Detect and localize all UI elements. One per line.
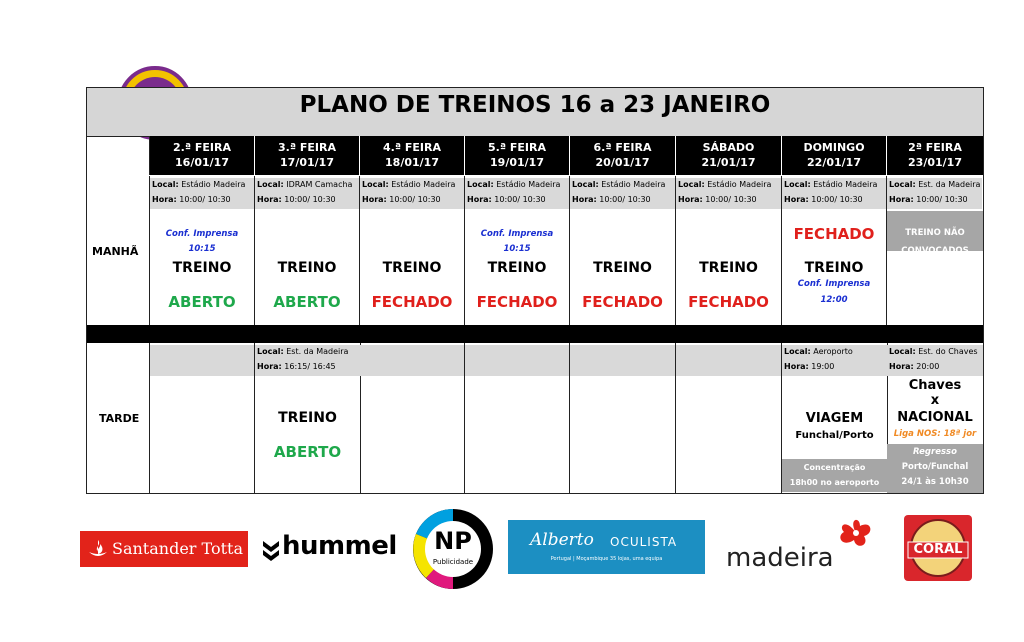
day-name: 2.ª FEIRA xyxy=(173,141,231,154)
day-header xyxy=(465,136,569,175)
concentration-detail: 18h00 no aeroporto xyxy=(789,478,880,487)
day-name: 3.ª FEIRA xyxy=(278,141,336,154)
concentration-box xyxy=(782,459,887,492)
time-label: Hora: 16:15/ 16:45 xyxy=(255,360,360,376)
day-header xyxy=(570,136,675,175)
press-conference-label: Conf. Imprensa xyxy=(797,279,871,289)
session-status: FECHADO xyxy=(476,293,558,311)
session-type: TREINO xyxy=(172,260,232,276)
location-label: Local: Estádio Madeira xyxy=(465,178,569,193)
hummel-wordmark: hummel xyxy=(282,531,397,561)
day-date: 22/01/17 xyxy=(807,156,861,169)
day-header xyxy=(255,136,359,175)
afternoon-cell-empty xyxy=(465,343,570,493)
afternoon-cell-mon xyxy=(887,343,983,493)
location-label: Local: Aeroporto xyxy=(782,345,887,360)
empty-strip xyxy=(570,345,675,376)
time-label: Hora: 20:00 xyxy=(887,360,983,376)
day-date: 16/01/17 xyxy=(175,156,229,169)
session-type: TREINO xyxy=(278,410,337,426)
day-name: 6.ª FEIRA xyxy=(593,141,652,154)
return-route: Porto/Funchal xyxy=(901,462,969,472)
afternoon-cell-empty xyxy=(676,343,782,493)
press-conference-label: Conf. Imprensa xyxy=(480,229,554,239)
afternoon-cell-tue xyxy=(255,343,361,493)
location-label: Local: Est. da Madeira xyxy=(255,345,360,360)
day-name: 5.ª FEIRA xyxy=(488,141,546,154)
session-status: ABERTO xyxy=(273,293,341,311)
afternoon-cell-empty xyxy=(570,343,676,493)
home-team: Chaves xyxy=(908,378,962,393)
session-status: FECHADO xyxy=(688,293,769,311)
day-header xyxy=(782,136,886,175)
session-type: TREINO xyxy=(699,260,758,276)
coral-wordmark: CORAL xyxy=(913,542,963,557)
header-corner xyxy=(87,136,150,175)
alberto-tagline: Portugal | Moçambique 35 lojas, uma equipa xyxy=(550,556,663,562)
morning-cell xyxy=(360,176,465,325)
day-date: 19/01/17 xyxy=(490,156,544,169)
row-label-afternoon: TARDE xyxy=(99,412,140,425)
location-label: Local: Est. da Madeira xyxy=(887,178,982,193)
return-label: Regresso xyxy=(913,447,957,457)
versus: x xyxy=(930,393,940,408)
time-label: Hora: 10:00/ 10:30 xyxy=(782,193,886,209)
flame-icon xyxy=(88,540,108,558)
time-label: Hora: 10:00/ 10:30 xyxy=(887,193,982,209)
sponsor-hummel xyxy=(262,532,396,566)
location-label: Local: Estádio Madeira xyxy=(150,178,254,193)
concentration-label: Concentração xyxy=(803,463,866,472)
location-label: Local: IDRAM Camacha xyxy=(255,178,359,193)
flower-icon xyxy=(836,516,876,550)
time-label: Hora: 10:00/ 10:30 xyxy=(360,193,464,209)
session-type: TREINO xyxy=(277,260,337,276)
day-date: 23/01/17 xyxy=(908,156,962,169)
league-label: Liga NOS: 18ª jor xyxy=(893,429,977,439)
np-letters: NP xyxy=(434,527,472,555)
day-name: 2ª FEIRA xyxy=(908,141,962,154)
empty-strip xyxy=(360,345,464,376)
madeira-wordmark: madeira xyxy=(726,543,834,573)
morning-cell xyxy=(676,176,782,325)
session-type: TREINO xyxy=(487,260,547,276)
sponsor-alberto xyxy=(508,520,705,574)
oculista-wordmark: OCULISTA xyxy=(610,535,678,549)
alberto-wordmark: Alberto xyxy=(530,530,594,550)
session-status: FECHADO xyxy=(793,225,875,243)
location-label: Local: Est. do Chaves xyxy=(887,345,983,360)
morning-cell xyxy=(150,176,255,325)
travel-label: VIAGEM xyxy=(805,411,864,426)
time-label: Hora: 10:00/ 10:30 xyxy=(150,193,254,209)
sponsor-madeira xyxy=(726,516,888,576)
press-conference-time: 12:00 xyxy=(820,295,848,305)
return-time: 24/1 às 10h30 xyxy=(901,477,969,487)
press-conference-time: 10:15 xyxy=(188,244,216,254)
row-label-morning: MANHÃ xyxy=(92,245,139,258)
time-label: Hora: 19:00 xyxy=(782,360,887,376)
morning-cell xyxy=(570,176,676,325)
return-box xyxy=(887,444,983,493)
sponsor-santander xyxy=(80,531,248,567)
morning-cell xyxy=(782,176,887,325)
morning-cell xyxy=(465,176,570,325)
day-date: 21/01/17 xyxy=(701,156,756,169)
location-label: Local: Estádio Madeira xyxy=(782,178,886,193)
day-date: 18/01/17 xyxy=(385,156,439,169)
empty-strip xyxy=(150,345,254,376)
day-header xyxy=(676,136,781,175)
session-type: TREINO xyxy=(593,260,652,276)
sponsor-coral xyxy=(903,514,973,582)
time-label: Hora: 10:00/ 10:30 xyxy=(255,193,359,209)
session-status: ABERTO xyxy=(273,443,342,461)
location-label: Local: Estádio Madeira xyxy=(570,178,675,193)
sponsor-np xyxy=(412,508,494,590)
away-team: NACIONAL xyxy=(897,410,973,425)
session-status: FECHADO xyxy=(371,293,453,311)
morning-cell xyxy=(887,176,983,325)
time-label: Hora: 10:00/ 10:30 xyxy=(676,193,781,209)
session-status: FECHADO xyxy=(582,293,663,311)
press-conference-time: 10:15 xyxy=(503,244,531,254)
afternoon-cell-empty xyxy=(150,343,255,493)
day-name: SÁBADO xyxy=(702,141,755,154)
location-label: Local: Estádio Madeira xyxy=(676,178,781,193)
time-label: Hora: 10:00/ 10:30 xyxy=(570,193,675,209)
location-label: Local: Estádio Madeira xyxy=(360,178,464,193)
afternoon-cell-sun xyxy=(782,343,888,493)
note-line: TREINO NÃO xyxy=(905,228,965,238)
empty-strip xyxy=(676,345,781,376)
note-line: CONVOCADOS xyxy=(901,246,969,256)
santander-wordmark: Santander Totta xyxy=(112,539,243,558)
day-date: 20/01/17 xyxy=(595,156,650,169)
morning-cell xyxy=(255,176,360,325)
time-label: Hora: 10:00/ 10:30 xyxy=(465,193,569,209)
day-name: 4.ª FEIRA xyxy=(383,141,441,154)
afternoon-cell-empty xyxy=(360,343,465,493)
day-date: 17/01/17 xyxy=(280,156,334,169)
empty-strip xyxy=(465,345,569,376)
row-separator xyxy=(87,325,983,343)
day-name: DOMINGO xyxy=(803,141,865,154)
day-header xyxy=(360,136,464,175)
session-type: TREINO xyxy=(382,260,442,276)
press-conference-label: Conf. Imprensa xyxy=(165,229,239,239)
travel-route: Funchal/Porto xyxy=(795,430,874,441)
day-header xyxy=(150,136,254,175)
np-subtitle: Publicidade xyxy=(432,558,474,566)
session-status: ABERTO xyxy=(168,293,236,311)
chevron-logo-icon xyxy=(262,539,280,561)
day-header xyxy=(887,136,983,175)
page-title: PLANO DE TREINOS 16 a 23 JANEIRO xyxy=(299,92,771,118)
session-type: TREINO xyxy=(804,260,864,276)
row-label-cell xyxy=(87,176,150,325)
